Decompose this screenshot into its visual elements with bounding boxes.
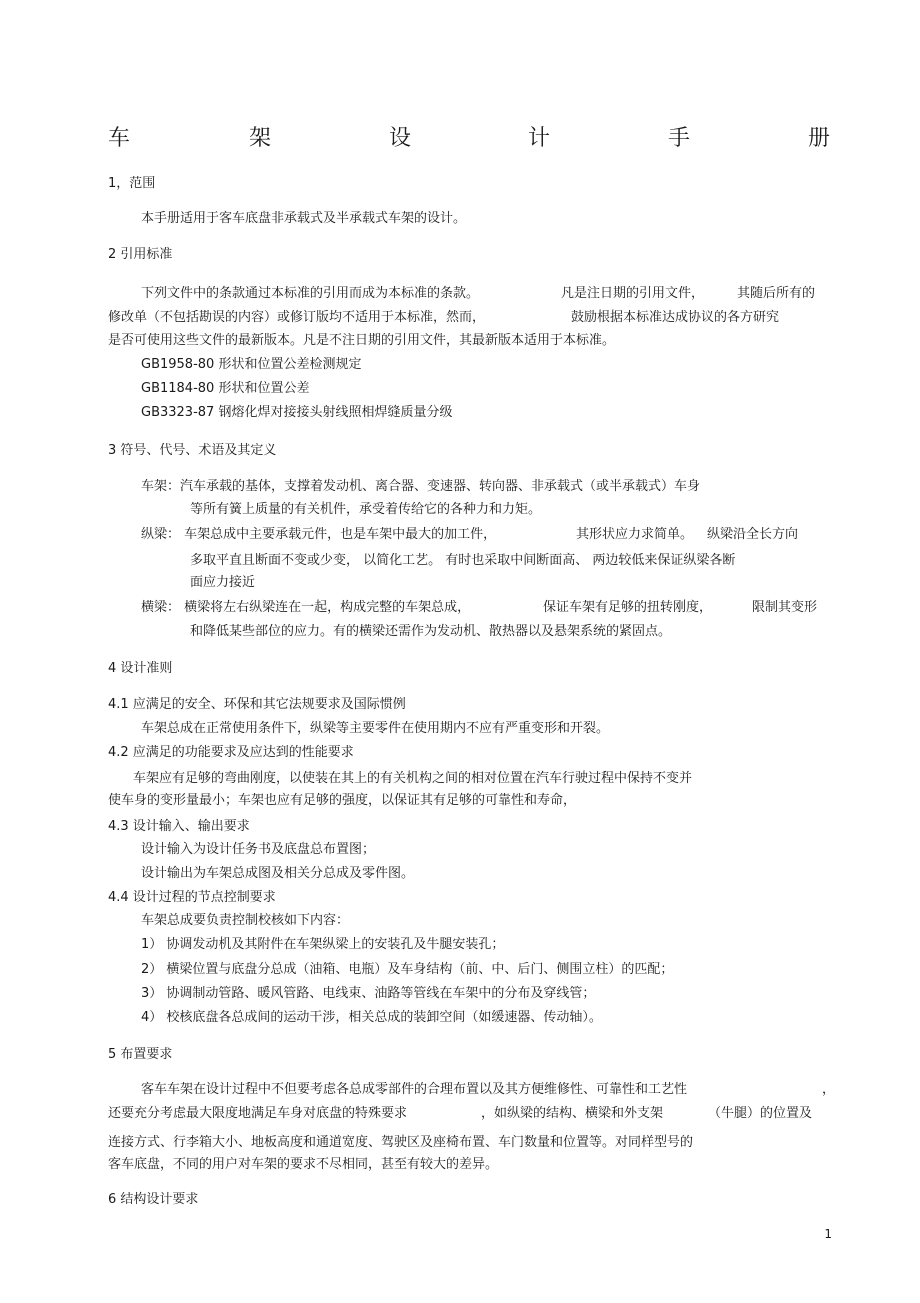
paragraph-line: 设计输出为车架总成图及相关分总成及零件图。 bbox=[141, 866, 415, 881]
title-char: 架 bbox=[249, 126, 272, 151]
title-char: 册 bbox=[808, 126, 831, 151]
title-char: 车 bbox=[108, 126, 131, 151]
paragraph-line: （牛腿）的位置及 bbox=[708, 1106, 813, 1121]
reference-standard: GB1184-80 形状和位置公差 bbox=[141, 381, 310, 396]
reference-standard: GB1958-80 形状和位置公差检测规定 bbox=[141, 357, 362, 372]
subsection-heading: 4.2 应满足的功能要求及应达到的性能要求 bbox=[108, 745, 354, 760]
paragraph-line: ，如纵梁的结构、横梁和外支架 bbox=[481, 1106, 664, 1121]
paragraph-line: 车架应有足够的弯曲刚度，以使装在其上的有关机构之间的相对位置在汽车行驶过程中保持不变并 bbox=[133, 771, 693, 786]
definition-line: 车架：汽车承载的基体，支撑着发动机、离合器、变速器、转向器、非承载式（或半承载式）车身 bbox=[141, 479, 701, 494]
title-char: 计 bbox=[528, 126, 551, 151]
title-char: 手 bbox=[668, 126, 691, 151]
paragraph-line: 下列文件中的条款通过本标准的引用而成为本标准的条款。 bbox=[141, 286, 480, 301]
paragraph-line: 车架总成在正常使用条件下，纵梁等主要零件在使用期内不应有严重变形和开裂。 bbox=[141, 721, 610, 736]
section-heading: 5 布置要求 bbox=[108, 1047, 173, 1062]
page-number: 1 bbox=[824, 1227, 832, 1241]
paragraph-line: 连接方式、行李箱大小、地板高度和通道宽度、驾驶区及座椅布置、车门数量和位置等。对同样型号的 bbox=[108, 1135, 694, 1150]
paragraph-line: 其随后所有的 bbox=[737, 286, 816, 301]
paragraph-line: 是否可使用这些文件的最新版本。凡是不注日期的引用文件，其最新版本适用于本标准。 bbox=[108, 333, 616, 348]
paragraph-line: ， bbox=[822, 1082, 836, 1097]
paragraph-line: 本手册适用于客车底盘非承载式及半承载式车架的设计。 bbox=[141, 211, 467, 226]
definition-line: 多取平直且断面不变或少变， 以简化工艺。 有时也采取中间断面高、 两边较低来保证纵梁各断 bbox=[190, 553, 736, 568]
list-item: 1） 协调发动机及其附件在车架纵梁上的安装孔及牛腿安装孔； bbox=[141, 937, 505, 952]
subsection-heading: 4.4 设计过程的节点控制要求 bbox=[108, 890, 276, 905]
section-heading: 1，范围 bbox=[108, 176, 156, 191]
definition-line: 面应力接近 bbox=[190, 575, 256, 590]
paragraph-line: 还要充分考虑最大限度地满足车身对底盘的特殊要求 bbox=[108, 1106, 408, 1121]
paragraph-line: 鼓励根据本标准达成协议的各方研究 bbox=[571, 310, 780, 325]
definition-line: 其形状应力求简单。 bbox=[576, 527, 694, 542]
title-char: 设 bbox=[389, 126, 412, 151]
paragraph-line: 使车身的变形量最小；车架也应有足够的强度，以保证其有足够的可靠性和寿命， bbox=[108, 793, 577, 808]
list-item: 3） 协调制动管路、暖风管路、电线束、油路等管线在车架中的分布及穿线管； bbox=[141, 986, 596, 1001]
paragraph-line: 客车车架在设计过程中不但要考虑各总成零部件的合理布置以及其方便维修性、可靠性和工艺性 bbox=[141, 1082, 688, 1097]
definition-line: 纵梁： 车架总成中主要承载元件，也是车架中最大的加工件， bbox=[141, 527, 497, 542]
page-title bbox=[108, 126, 830, 152]
paragraph-line: 设计输入为设计任务书及底盘总布置图； bbox=[141, 842, 376, 857]
section-heading: 4 设计准则 bbox=[108, 661, 173, 676]
paragraph-line: 凡是注日期的引用文件， bbox=[561, 286, 705, 301]
definition-line: 等所有簧上质量的有关机件，承受着传给它的各种力和力矩。 bbox=[190, 502, 542, 517]
subsection-heading: 4.3 设计输入、输出要求 bbox=[108, 819, 250, 834]
section-heading: 3 符号、代号、术语及其定义 bbox=[108, 443, 277, 458]
paragraph-line: 客车底盘，不同的用户对车架的要求不尽相同，甚至有较大的差异。 bbox=[108, 1157, 499, 1172]
list-item: 4） 校核底盘各总成间的运动干涉，相关总成的装卸空间（如缓速器、传动轴）。 bbox=[141, 1010, 602, 1025]
definition-line: 和降低某些部位的应力。有的横梁还需作为发动机、散热器以及悬架系统的紧固点。 bbox=[190, 624, 672, 639]
definition-line: 纵梁沿全长方向 bbox=[707, 527, 799, 542]
paragraph-line: 车架总成要负责控制校核如下内容： bbox=[141, 913, 350, 928]
section-heading: 2 引用标准 bbox=[108, 247, 173, 262]
paragraph-line: 修改单（不包括勘误的内容）或修订版均不适用于本标准，然而， bbox=[108, 310, 486, 325]
definition-line: 保证车架有足够的扭转刚度， bbox=[543, 600, 713, 615]
reference-standard: GB3323-87 钢熔化焊对接接头射线照相焊缝质量分级 bbox=[141, 405, 453, 420]
section-heading: 6 结构设计要求 bbox=[108, 1192, 199, 1207]
definition-line: 横梁： 横梁将左右纵梁连在一起，构成完整的车架总成， bbox=[141, 600, 471, 615]
subsection-heading: 4.1 应满足的安全、环保和其它法规要求及国际惯例 bbox=[108, 697, 406, 712]
definition-line: 限制其变形 bbox=[752, 600, 818, 615]
list-item: 2） 横梁位置与底盘分总成（油箱、电瓶）及车身结构（前、中、后门、侧围立柱）的匹配； bbox=[141, 962, 674, 977]
